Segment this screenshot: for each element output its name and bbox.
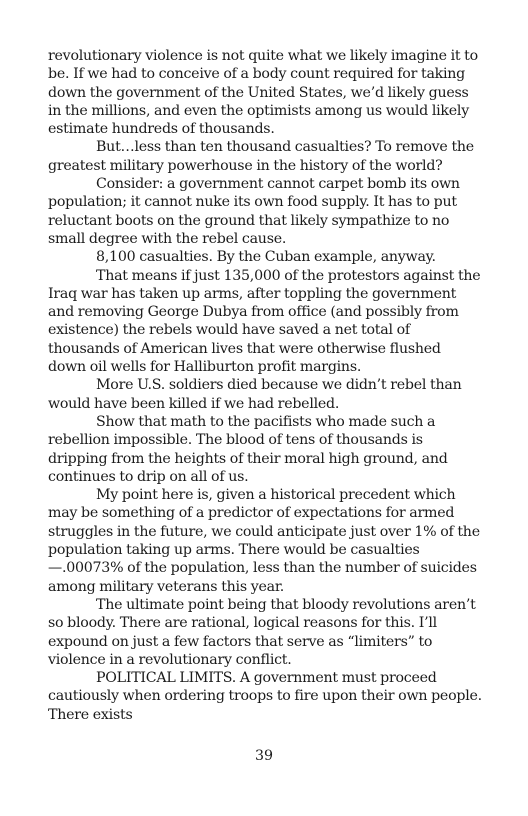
paragraph: Show that math to the pacifists who made such a rebellion impossible. The blood of tens of thousands is dripping from the heights of their moral high ground, and continues to drip on all of us. (48, 413, 448, 485)
paragraph: 8,100 casualties. By the Cuban example, anyway. (96, 249, 436, 266)
paragraph: That means if just 135,000 of the protestors against the Iraq war has taken up arms, after toppling the government and removing George Dubya from office (and possibly from existence) the rebels would have saved a net total of thousands of American lives that were otherwise flushed down oil wells for Halliburton profit margins. (48, 267, 481, 376)
paragraph: Consider: a government cannot carpet bomb its own population; it cannot nuke its own food supply. It has to put reluctant boots on the ground that likely sympathize to no small degree with the rebel cause. (48, 176, 460, 247)
paragraph: But…less than ten thousand casualties? To remove the greatest military powerhouse in the history of the world? (48, 139, 474, 174)
page-number: 39 (254, 748, 274, 764)
paragraph-continued: revolutionary violence is not quite what we likely imagine it to be. If we had to conceive of a body count required for taking down the government of the United States, we’d likely guess in the millions, and even the optimists among us would likely estimate hundreds of thousands. (48, 48, 478, 138)
paragraph: More U.S. soldiers died because we didn’t rebel than would have been killed if we had rebelled. (48, 377, 462, 412)
paragraph: POLITICAL LIMITS. A government must proceed cautiously when ordering troops to fire upon their own people. There exists (48, 670, 482, 723)
paragraph: The ultimate point being that bloody revolutions aren’t so bloody. There are rational, logical reasons for this. I’ll expound on just a few factors that serve as “limiters” to violence in a revolutionary conflict. (48, 596, 476, 668)
paragraph: My point here is, given a historical precedent which may be something of a predictor of expectations for armed struggles in the future, we could anticipate just over 1% of the population taking up arms. There would be casualties—.00073% of the population, less than the number of suicides among military veterans this year. (48, 487, 480, 595)
page-body (48, 47, 482, 724)
